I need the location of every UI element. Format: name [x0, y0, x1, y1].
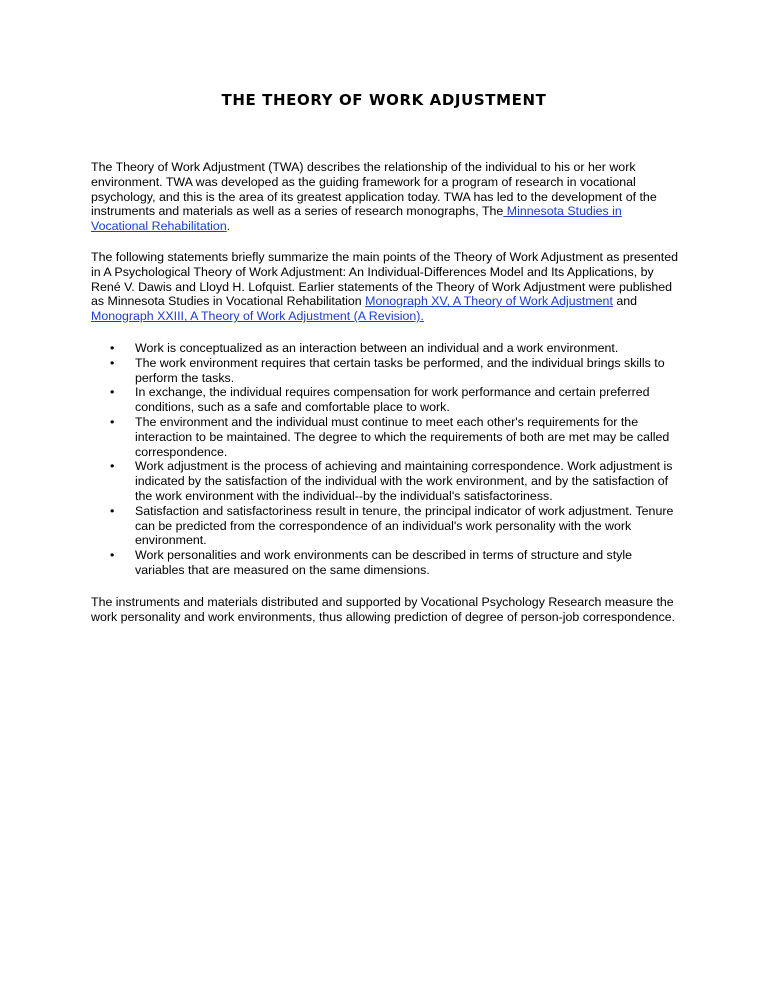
summary-paragraph	[91, 250, 681, 324]
bullet-icon: •	[110, 503, 115, 518]
closing-paragraph: The instruments and materials distributed and supported by Vocational Psychology Research measure the work personality and work environments, thus allowing prediction of degree of person-job correspondence.	[91, 595, 676, 624]
list-item	[91, 415, 681, 459]
list-item	[91, 504, 681, 548]
summary-mid: and	[612, 294, 638, 309]
list-item-text: Work personalities and work environments can be described in terms of structure and style variables that are measured on the same dimensions.	[135, 548, 633, 577]
list-item-text: Satisfaction and satisfactoriness result in tenure, the principal indicator of work adjustment. Tenure can be predicted from the correspondence of an individual's work personality with the work environment.	[135, 503, 674, 548]
list-item	[91, 356, 681, 386]
points-list	[91, 341, 681, 578]
intro-paragraph	[91, 160, 681, 234]
monograph-xxiii-link[interactable]: Monograph XXIII, A Theory of Work Adjustment (A Revision).	[91, 309, 424, 324]
bullet-icon: •	[110, 341, 115, 355]
bullet-icon: •	[110, 548, 115, 563]
bullet-icon: •	[110, 385, 115, 400]
monograph-xv-link[interactable]: Monograph XV, A Theory of Work Adjustment	[365, 294, 613, 309]
list-item	[91, 385, 681, 415]
list-item	[91, 548, 681, 578]
list-item-text: Work is conceptualized as an interaction between an individual and a work environment.	[135, 341, 619, 355]
bullet-icon: •	[110, 355, 115, 370]
bullet-icon: •	[110, 459, 115, 474]
page-title: THE THEORY OF WORK ADJUSTMENT	[221, 91, 547, 109]
summary-text: The following statements briefly summarize the main points of the Theory of Work Adjustment as presented in A Psychological Theory of Work Adjustment: An Individual-Differences Model and Its Applications, by René V. Dawis and Lloyd H. Lofquist. Earlier statements of the Theory of Work Adjustment were published as Minnesota Studies in Vocational Rehabilitation	[91, 250, 678, 309]
list-item-text: The environment and the individual must continue to meet each other's requirements for the interaction to be maintained. The degree to which the requirements of both are met may be called correspondence.	[135, 414, 670, 459]
minnesota-studies-link[interactable]: Minnesota Studies in Vocational Rehabilitation	[91, 204, 622, 234]
list-item-text: The work environment requires that certain tasks be performed, and the individual brings skills to perform the tasks.	[135, 355, 665, 385]
intro-text: The Theory of Work Adjustment (TWA) describes the relationship of the individual to his or her work environment. TWA was developed as the guiding framework for a program of research in vocational psychology, and this is the area of its greatest application today. TWA has led to the development of the instruments and materials as well as a series of research monographs, The	[91, 160, 657, 219]
list-item-text: Work adjustment is the process of achieving and maintaining correspondence. Work adjustment is indicated by the satisfaction of the individual with the work environment, and by the satisfaction of the work environment with the individual--by the individual's satisfactoriness.	[135, 459, 673, 503]
list-item-text: In exchange, the individual requires compensation for work performance and certain preferred conditions, such as a safe and comfortable place to work.	[135, 385, 650, 415]
intro-end: .	[226, 219, 231, 234]
list-item	[91, 341, 681, 356]
list-item	[91, 459, 681, 503]
bullet-icon: •	[110, 414, 115, 429]
